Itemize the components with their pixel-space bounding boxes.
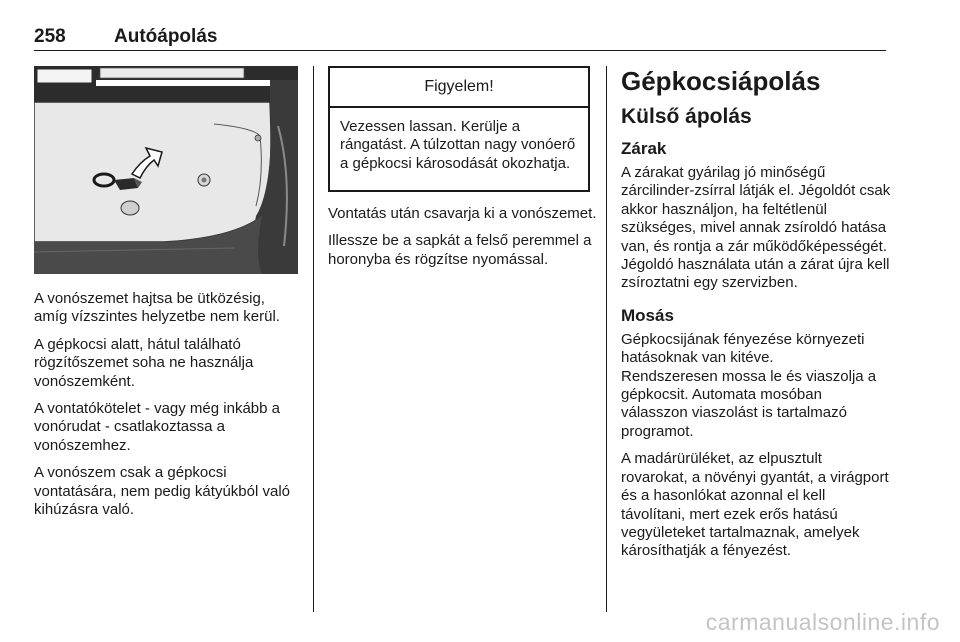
bumper-illustration-svg xyxy=(34,66,298,274)
section-heading: Külső ápolás xyxy=(621,105,752,128)
warning-title: Figyelem! xyxy=(330,68,588,108)
header-rule xyxy=(34,50,886,51)
paragraph: Vontatás után csavarja ki a vonószemet. xyxy=(328,205,597,222)
section-title: Autóápolás xyxy=(114,26,218,47)
right-column xyxy=(621,66,891,570)
chapter-title: Gépkocsiápolás xyxy=(621,66,821,96)
towing-eye-illustration xyxy=(34,66,298,274)
watermark: carmanualsonline.info xyxy=(705,609,940,635)
subsection-heading-locks: Zárak xyxy=(621,139,667,158)
subsection-heading-washing: Mosás xyxy=(621,305,674,325)
warning-box xyxy=(328,66,590,192)
column-divider-1 xyxy=(313,66,314,612)
paragraph: A vontatókötelet - vagy még inkább a vonórudat - csatlakoztassa a vonószemhez. xyxy=(34,400,280,454)
paragraph: Illessze be a sapkát a felső peremmel a horonyba és rögzítse nyomással. xyxy=(328,232,592,268)
paragraph: A vonószem csak a gépkocsi vontatására, nem pedig kátyúkból való kihúzásra való. xyxy=(34,464,290,519)
paragraph: A madárürüléket, az elpusztult rovarokat, a növényi gyantát, a virágport és a hasonlókat azonnal el kell távolítani, mert ezek erős hatású vegyületeket tartalmaznak, amelyek károsíthatják a fényezést. xyxy=(621,450,889,560)
paragraph: A vonószemet hajtsa be ütközésig, amíg vízszintes helyzetbe nem kerül. xyxy=(34,290,280,326)
paragraph: A zárakat gyárilag jó minőségű zárcilinder-zsírral látják el. Jégoldót csak akkor használjon, ha feltétlenül szükséges, mivel annak zsíroldó hatása van, és rontja a zár működőképességét. Jégoldó használata után a zárat újra kell zsíroztatni egy szervizben. xyxy=(621,164,891,292)
paragraph: A gépkocsi alatt, hátul található rögzítőszemet soha ne használja vonószemként. xyxy=(34,335,254,390)
column-divider-2 xyxy=(606,66,607,612)
page-number: 258 xyxy=(34,26,66,47)
middle-column xyxy=(328,205,598,278)
page-header xyxy=(34,26,217,48)
paragraph: Gépkocsijának fényezése környezeti hatásoknak van kitéve. Rendszeresen mossa le és viaszolja a gépkocsit. Automata mosóban válasszon viaszolást is tartalmazó programot. xyxy=(621,330,877,440)
warning-text: Vezessen lassan. Kerülje a rángatást. A túlzottan nagy vonóerő a gépkocsi károsodását okozhatja. xyxy=(340,118,576,172)
left-column xyxy=(34,290,302,528)
